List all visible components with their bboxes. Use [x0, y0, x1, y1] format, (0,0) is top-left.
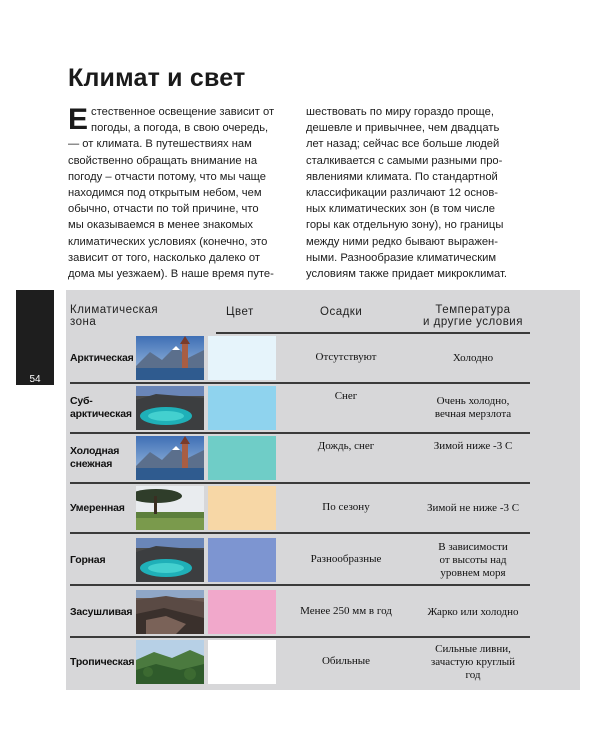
table-row — [66, 484, 580, 532]
text-line: — от климата. В путешествиях нам — [68, 138, 252, 151]
text-line: между ними редко бывают выражен- — [306, 235, 498, 248]
temp-value: Очень холодно, вечная мерзлота — [434, 395, 512, 420]
row-rule — [70, 584, 530, 586]
drop-cap: Е — [68, 103, 89, 136]
header-zone — [70, 304, 158, 328]
color-swatch — [208, 486, 276, 530]
text-line: стественное освещение зависит от — [91, 106, 275, 118]
temp-value: Зимой ниже -3 С — [433, 440, 513, 452]
zone-name: Тропическая — [70, 655, 135, 668]
text-line: ными. Разнообразие климатическим — [306, 251, 497, 264]
precip-value: По сезону — [322, 501, 370, 513]
color-swatch — [208, 538, 276, 582]
precip-value: Дождь, снег — [317, 440, 375, 452]
page-number: 54 — [16, 374, 54, 385]
zone-photo — [136, 590, 204, 634]
precip-value: Отсутствуют — [315, 351, 377, 363]
table-row — [66, 638, 580, 686]
color-swatch — [208, 640, 276, 684]
precip-value: Разнообразные — [310, 553, 382, 565]
text-line: дома мы уезжаем). В наше время путе- — [68, 268, 274, 281]
zone-name: Холодная снежная — [70, 445, 120, 470]
text-line: находимся под открытым небом, чем — [68, 187, 262, 200]
color-swatch — [208, 436, 276, 480]
zone-photo — [136, 386, 204, 430]
body-text-right — [306, 104, 532, 282]
header-temp — [418, 304, 528, 328]
text-line: погоду – отчасти потому, что мы чаще — [68, 170, 266, 183]
header-zone-line1: Климатическая — [70, 304, 159, 316]
temp-value: Сильные ливни, зачастую круглый год — [430, 642, 516, 681]
color-swatch — [208, 336, 276, 380]
text-line: горы как отдельную зону), но границы — [306, 219, 504, 232]
text-line: лет назад; сейчас все больше людей — [306, 138, 500, 151]
table-row — [66, 334, 580, 382]
text-line: классификации различают 12 основ- — [306, 187, 499, 200]
color-swatch — [208, 386, 276, 430]
header-temp-line1: Температура — [435, 304, 511, 316]
zone-photo — [136, 640, 204, 684]
header-zone-line2: зона — [70, 316, 97, 328]
text-line: дешевле и привычнее, чем двадцать — [306, 122, 500, 135]
precip-value: Менее 250 мм в год — [300, 605, 392, 617]
table-row — [66, 384, 580, 432]
page-title: Климат и свет — [68, 64, 246, 92]
precip-value: Снег — [334, 390, 358, 402]
zone-name: Горная — [70, 553, 106, 566]
text-line: климатических условиях (конечно, это — [68, 235, 268, 248]
zone-photo — [136, 436, 204, 480]
text-line: ных климатических зон (в том числе — [306, 203, 495, 216]
temp-value: Зимой не ниже -3 С — [426, 501, 520, 514]
precip-value: Обильные — [321, 655, 371, 667]
text-line: шествовать по миру гораздо проще, — [306, 106, 494, 118]
text-line: свойственно обращать внимание на — [68, 154, 258, 167]
text-line: явлениями климата. По стандартной — [306, 170, 498, 183]
table-row — [66, 434, 580, 482]
temp-value: Жарко или холодно — [427, 605, 519, 618]
zone-photo — [136, 538, 204, 582]
body-text-left — [68, 104, 294, 282]
zone-name: Арктическая — [70, 351, 134, 364]
header-color: Цвет — [226, 306, 254, 318]
header-temp-line2: и другие условия — [423, 316, 523, 328]
text-line: мы оказываемся в менее знакомых — [68, 219, 253, 232]
zone-photo — [136, 486, 204, 530]
header-precip: Осадки — [320, 306, 363, 318]
text-line: зависит от того, насколько далеко от — [68, 251, 260, 264]
text-line: условиям также придает микроклимат. — [306, 268, 508, 281]
temp-value: Холодно — [452, 351, 494, 364]
zone-name: Засушливая — [70, 605, 133, 618]
zone-name: Суб- арктическая — [70, 395, 132, 420]
text-line: обычно, отчасти по той причине, что — [68, 203, 259, 216]
side-tab — [16, 290, 54, 385]
row-rule — [70, 532, 530, 534]
zone-photo — [136, 336, 204, 380]
text-line: погоды, а погода, в свою очередь, — [91, 122, 269, 135]
table-row — [66, 536, 580, 584]
temp-value: В зависимости от высоты над уровнем моря — [438, 540, 508, 579]
text-line: сталкивается с самыми разными про- — [306, 154, 503, 167]
table-row — [66, 588, 580, 636]
color-swatch — [208, 590, 276, 634]
zone-name: Умеренная — [70, 501, 125, 514]
